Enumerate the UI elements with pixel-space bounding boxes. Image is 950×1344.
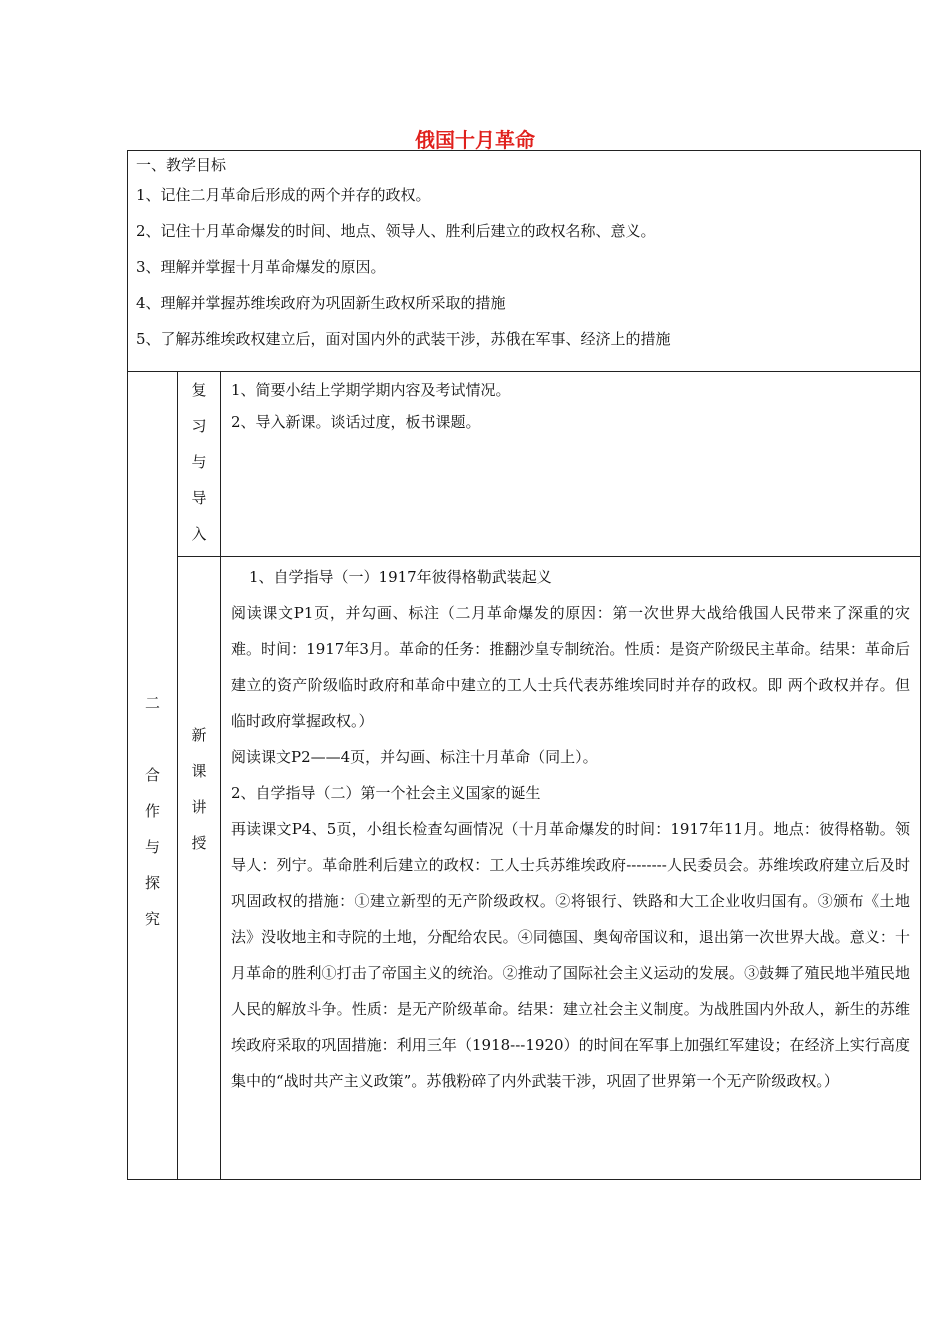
lecture-paragraph: 再读课文P4、5页，小组长检查勾画情况（十月革命爆发的时间：1917年11月。地点：彼得格勒。领导人：列宁。革命胜利后建立的政权：工人士兵苏维埃政府--------人民委员会。苏维埃政府建立后及时巩固政权的措施：①建立新型的无产阶级政权。②将银行、铁路和大工企业收归国有。③颁布《土地法》没收地主和寺院的土地，分配给农民。④同德国、奥匈帝国议和，退出第一次世界大战。意义：十月革命的胜利①打击了帝国主义的统治。②推动了国际社会主义运动的发展。③鼓舞了殖民地半殖民地人民的解放斗争。性质：是无产阶级革命。结果：建立社会主义制度。为战胜国内外敌人，新生的苏维埃政府采取的巩固措施：利用三年（1918---1920）的时间在军事上加强红军建设；在经济上实行高度集中的“战时共产主义政策”。苏俄粉碎了内外武装干涉，巩固了世界第一个无产阶级政权。） <box>231 820 910 1090</box>
review-label-char: 与 <box>191 453 207 471</box>
section2-label-char: 究 <box>144 909 160 928</box>
objectives-row <box>128 151 921 372</box>
section2-label-char: 与 <box>144 837 160 856</box>
objective-item: 1、记住二月革命后形成的两个并存的政权。 <box>136 186 431 204</box>
review-label-char: 入 <box>191 525 207 543</box>
objective-item: 5、了解苏维埃政权建立后，面对国内外的武装干涉，苏俄在军事、经济上的措施 <box>136 330 671 348</box>
lecture-label-char: 讲 <box>191 798 207 816</box>
lecture-label-char: 课 <box>191 762 207 780</box>
objectives-heading: 一、教学目标 <box>136 156 227 174</box>
page-title: 俄国十月革命 <box>415 128 535 152</box>
lesson-plan-table <box>127 150 921 1180</box>
lecture-paragraph: 阅读课文P1页，并勾画、标注（二月革命爆发的原因：第一次世界大战给俄国人民带来了深重的灾难。时间：1917年3月。革命的任务：推翻沙皇专制统治。性质：是资产阶级民主革命。结果：革命后建立的资产阶级临时政府和革命中建立的工人士兵代表苏维埃同时并存的政权。即 两个政权并存。但临时政府掌握政权。） <box>231 604 910 730</box>
lecture-paragraph: 2、自学指导（二）第一个社会主义国家的诞生 <box>231 784 541 802</box>
review-label <box>178 372 221 557</box>
objectives-cell <box>128 151 921 372</box>
review-label-char: 复 <box>191 381 207 399</box>
objective-item: 4、理解并掌握苏维埃政府为巩固新生政权所采取的措施 <box>136 294 506 312</box>
section2-label-char: 作 <box>144 801 160 820</box>
review-content <box>221 372 921 557</box>
section2-label-char: 探 <box>144 873 160 892</box>
lecture-label-char: 新 <box>191 726 207 744</box>
review-item: 1、简要小结上学期学期内容及考试情况。 <box>231 381 511 399</box>
review-row <box>128 372 921 557</box>
lecture-label-char: 授 <box>191 834 207 852</box>
section2-label <box>128 372 178 1180</box>
lecture-label <box>178 557 221 1180</box>
section2-label-char: 二 <box>144 693 160 712</box>
review-label-char: 习 <box>191 417 207 435</box>
objective-item: 2、记住十月革命爆发的时间、地点、领导人、胜利后建立的政权名称、意义。 <box>136 222 656 240</box>
section2-label-char <box>128 721 177 757</box>
lecture-content <box>221 557 921 1180</box>
objective-item: 3、理解并掌握十月革命爆发的原因。 <box>136 258 386 276</box>
lecture-paragraph: 阅读课文P2——4页，并勾画、标注十月革命（同上）。 <box>231 748 598 766</box>
review-label-char: 导 <box>191 489 207 507</box>
review-item: 2、导入新课。谈话过度，板书课题。 <box>231 413 481 431</box>
lecture-row <box>128 557 921 1180</box>
lecture-paragraph: 1、自学指导（一）1917年彼得格勒武装起义 <box>249 568 552 586</box>
section2-label-char: 合 <box>144 765 160 784</box>
